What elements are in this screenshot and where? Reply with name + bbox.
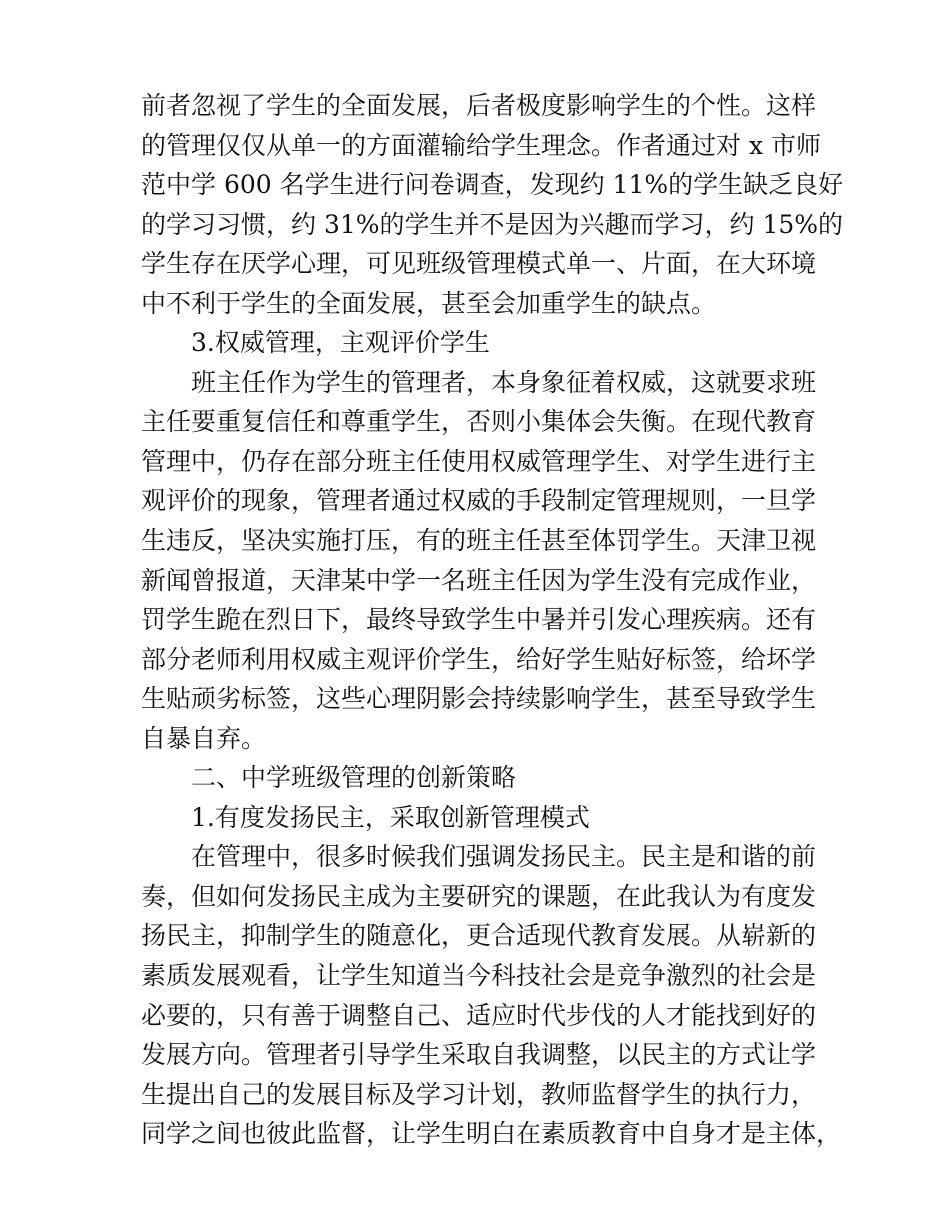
- body-text-line: 前者忽视了学生的全面发展，后者极度影响学生的个性。这样: [141, 91, 817, 120]
- body-text-line: 同学之间也彼此监督，让学生明白在素质教育中自身才是主体，: [141, 1119, 842, 1149]
- body-text-line: 新闻曾报道，天津某中学一名班主任因为学生没有完成作业，: [141, 565, 817, 595]
- body-text-line: 管理中，仍存在部分班主任使用权威管理学生、对学生进行主: [141, 446, 817, 476]
- body-text-line: 发展方向。管理者引导学生采取自我调整，以民主的方式让学: [141, 1040, 817, 1070]
- subheading-line: 1.有度发扬民主，采取创新管理模式: [191, 802, 590, 832]
- body-text-line: 部分老师利用权威主观评价学生，给好学生贴好标签，给坏学: [141, 644, 817, 674]
- body-text-line: 中不利于学生的全面发展，甚至会加重学生的缺点。: [141, 288, 717, 318]
- document-body: [141, 86, 844, 1154]
- section-heading-line: 二、中学班级管理的创新策略: [191, 763, 517, 793]
- body-text-line: 素质发展观看，让学生知道当今科技社会是竞争激烈的社会是: [141, 961, 817, 991]
- body-text-line: 必要的，只有善于调整自己、适应时代步伐的人才能找到好的: [141, 1000, 817, 1030]
- body-text-line: 生违反，坚决实施打压，有的班主任甚至体罚学生。天津卫视: [141, 526, 817, 556]
- body-text-line: 奏，但如何发扬民主成为主要研究的课题，在此我认为有度发: [141, 881, 817, 911]
- body-text-line: 在管理中，很多时候我们强调发扬民主。民主是和谐的前: [191, 842, 817, 872]
- body-text-line: 生提出自己的发展目标及学习计划，教师监督学生的执行力，: [141, 1079, 817, 1109]
- body-text-line: 的管理仅仅从单一的方面灌输给学生理念。作者通过对 x 市师: [141, 130, 821, 160]
- body-text-line: 罚学生跪在烈日下，最终导致学生中暑并引发心理疾病。还有: [141, 605, 817, 635]
- body-text-line: 自暴自弃。: [141, 723, 267, 753]
- body-text-line: 扬民主，抑制学生的随意化，更合适现代教育发展。从崭新的: [141, 921, 817, 951]
- body-text-line: 生贴顽劣标签，这些心理阴影会持续影响学生，甚至导致学生: [141, 684, 817, 714]
- body-text-line: 班主任作为学生的管理者，本身象征着权威，这就要求班: [191, 367, 817, 397]
- body-text-line: 主任要重复信任和尊重学生，否则小集体会失衡。在现代教育: [141, 407, 817, 437]
- body-text-line: 的学习习惯，约 31%的学生并不是因为兴趣而学习，约 15%的: [141, 209, 844, 239]
- body-text-line: 观评价的现象，管理者通过权威的手段制定管理规则，一旦学: [141, 486, 817, 516]
- body-text-line: 学生存在厌学心理，可见班级管理模式单一、片面，在大环境: [141, 249, 817, 279]
- subheading-line: 3.权威管理，主观评价学生: [191, 328, 490, 358]
- body-text-line: 范中学 600 名学生进行问卷调查，发现约 11%的学生缺乏良好: [141, 170, 844, 200]
